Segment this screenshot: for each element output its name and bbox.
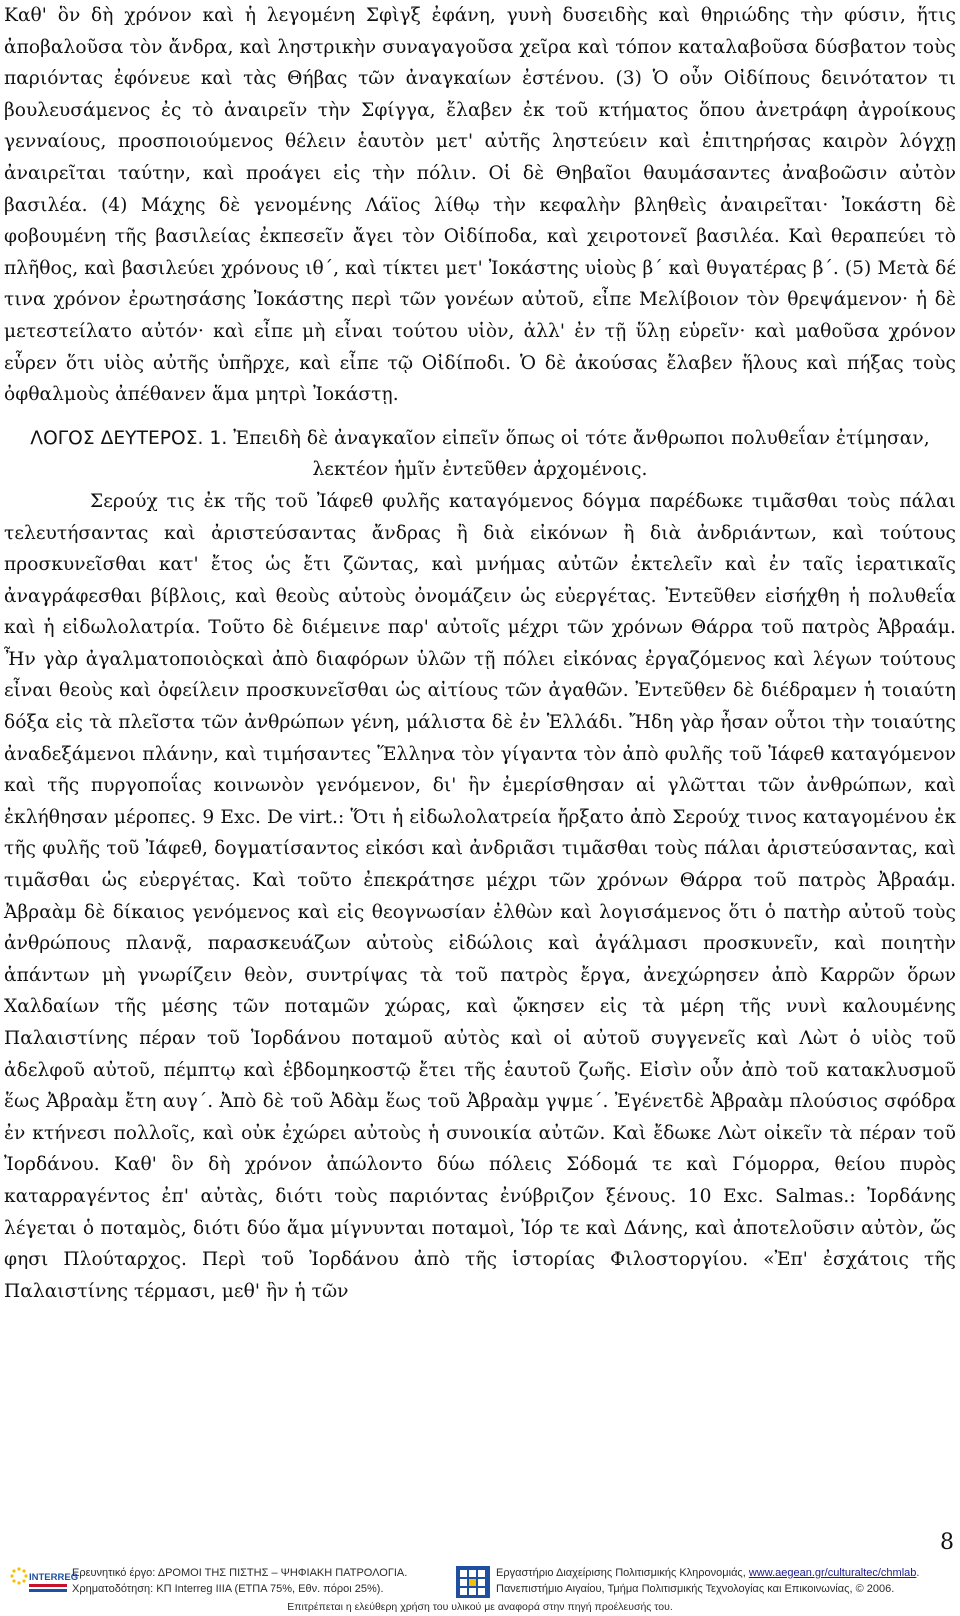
section-title: Ἐπειδὴ δὲ ἀναγκαῖον εἰπεῖν ὅπως οἱ τότε ἄνθρωποι πολυθεΐαν ἐτίμησαν, λεκτέον ἡμῖν ἐντεῦθεν ἀρχομένοις. <box>233 427 930 481</box>
interreg-logo <box>8 1565 79 1599</box>
university-logo <box>455 1565 491 1599</box>
page-number: 8 <box>940 1530 954 1555</box>
document-body <box>4 0 956 1307</box>
paragraph-oedipus: Καθ' ὃν δὴ χρόνον καὶ ἡ λεγομένη Σφὶγξ ἐφάνη, γυνὴ δυσειδὴς καὶ θηριώδης τὴν φύσιν, ἥτις ἀποβαλοῦσα τὸν ἄνδρα, καὶ ληστρικὴν συναγαγοῦσα χεῖρα καὶ τόπον καταλαβοῦσα δύσβατον τοὺς παριόντας ἐφόνευε καὶ τὰς Θήβας τῶν ἀναγκαίων ἐστένου. (3) Ὁ οὖν Οἰδίπους δεινότατον τι βουλευσάμενος ἐς τὸ ἀναιρεῖν τὴν Σφίγγα, ἔλαβεν ἐκ τοῦ κτήματος ὅπου ἀνετράφη ἀγροίκους γενναίους, προσποιούμενος θέλειν ἑαυτὸν μετ' αὐτῆς ληστεύειν καὶ ἐπιτηρήσας καιρὸν λόγχῃ ἀναιρεῖται ταύτην, καὶ προάγει εἰς τὴν πόλιν. Οἱ δὲ Θηβαῖοι θαυμάσαντες ἀναβοῶσιν αὐτὸν βασιλέα. (4) Μάχης δὲ γενομένης Λάϊος λίθῳ τὴν κεφαλὴν βληθεὶς ἀναιρεῖται· Ἰοκάστη δὲ φοβουμένη τῆς βασιλείας ἐκπεσεῖν ἄγει τὸν Οἰδίποδα, καὶ χειροτονεῖ βασιλέα. Καὶ θεραπεύει τὸ πλῆθος, καὶ βασιλεύει χρόνους ιθ´, καὶ τίκτει μετ' Ἰοκάστης υἱοὺς β´ καὶ θυγατέρας β´. (5) Μετὰ δέ τινα χρόνον ἐρωτησάσης Ἰοκάστης περὶ τῶν γονέων αὐτοῦ, εἶπε Μελίβοιον τὸν θρεψάμενον· ἡ δὲ μετεστείλατο αὐτόν· καὶ εἶπε μὴ εἶναι τούτου υἱὸν, ἀλλ' ἐν τῇ ὕλῃ εὑρεῖν· καὶ μαθοῦσα χρόνον εὗρεν ὅτι υἱὸς αὐτῆς ὑπῆρχε, καὶ εἶπε τῷ Οἰδίποδι. Ὁ δὲ ἀκούσας ἔλαβεν ἥλους καὶ πήξας τοὺς ὀφθαλμοὺς ἀπέθανεν ἅμα μητρὶ Ἰοκάστῃ. <box>4 5 956 406</box>
paragraph-idolatry: Σερούχ τις ἐκ τῆς τοῦ Ἰάφεθ φυλῆς καταγόμενος δόγμα παρέδωκε τιμᾶσθαι τοὺς πάλαι τελευτήσαντας καὶ ἀριστεύσαντας ἄνδρας ἢ διὰ εἰκόνων ἢ διὰ ἀνδριάντων, καὶ τούτους προσκυνεῖσθαι κατ' ἔτος ὡς ἔτι ζῶντας, καὶ μνήμας αὐτῶν ἐκτελεῖν καὶ ἐν ταῖς ἱερατικαῖς ἀναγράφεσθαι βίβλοις, καὶ θεοὺς αὐτοὺς ὀνομάζειν ὡς εὐεργέτας. Ἐντεῦθεν εἰσήχθη ἡ πολυθεΐα καὶ ἡ εἰδωλολατρία. Τοῦτο δὲ διέμεινε παρ' αὐτοῖς μέχρι τῶν χρόνων Θάρρα τοῦ πατρὸς Ἀβραάμ. Ἦν γὰρ ἀγαλματοποιὸςκαὶ ἀπὸ διαφόρων ὑλῶν τῇ πόλει εἰκόνας ἐργαζόμενος καὶ λέγων τούτους εἶναι θεοὺς καὶ ὀφείλειν προσκυνεῖσθαι ὡς αἰτίους τῶν ἀγαθῶν. Ἐντεῦθεν δὲ διέδραμεν ἡ τοιαύτη δόξα εἰς τὰ πλεῖστα τῶν ἀνθρώπων γένη, μάλιστα δὲ ἐν Ἑλλάδι. Ἤδη γὰρ ἦσαν οὗτοι τὴν τοιαύτης ἀναδεξάμενοι πλάνην, καὶ τιμήσαντες Ἕλληνα τὸν γίγαντα τὸν ἀπὸ φυλῆς τοῦ Ἰάφεθ καταγόμενον καὶ τῆς πυργοποΐας κοινωνὸν γενόμενον, δι' ἣν ἐμερίσθησαν αἱ γλῶτται τῶν ἀνθρώπων, καὶ ἐκλήθησαν μέροπες. 9 Exc. De virt.: Ὅτι ἡ εἰδωλολατρεία ἤρξατο ἀπὸ Σερούχ τινος καταγομένου ἐκ τῆς φυλῆς τοῦ Ἰάφεθ, δογματίσαντος εἰκόσι καὶ ἀνδριᾶσι τιμᾶσθαι τοὺς πάλαι ἀριστεύσαντας, καὶ τιμᾶσθαι ὡς εὐεργέτας. Καὶ τοῦτο ἐπεκράτησε μέχρι τῶν χρόνων Θάρρα τοῦ πατρὸς Ἀβραάμ. Ἀβραὰμ δὲ δίκαιος γενόμενος καὶ εἰς θεογνωσίαν ἐλθὼν καὶ λογισάμενος ὅτι ὁ πατὴρ αὐτοῦ τοὺς ἀνθρώπους πλανᾷ, παρασκευάζων αὐτοὺς εἰδώλοις καὶ ἀγάλμασι προσκυνεῖν, καὶ ποιητὴν ἁπάντων μὴ γνωρίζειν θεὸν, συντρίψας τὰ τοῦ πατρὸς ἔργα, ἀνεχώρησεν ἀπὸ Καρρῶν ὅρων Χαλδαίων τῆς μέσης τῶν ποταμῶν χώρας, καὶ ᾤκησεν εἰς τὰ μέρη τῆς νυνὶ καλουμένης Παλαιστίνης πέραν τοῦ Ἰορδάνου ποταμοῦ αὐτὸς καὶ οἱ αὐτοῦ συγγενεῖς καὶ Λὼτ ὁ υἱὸς τοῦ ἀδελφοῦ αὐτοῦ, πέμπτῳ καὶ ἑβδομηκοστῷ ἔτει τῆς ἑαυτοῦ ζωῆς. Εἰσὶν οὖν ἀπὸ τοῦ κατακλυσμοῦ ἕως Ἀβραὰμ ἔτη αυγ´. Ἀπὸ δὲ τοῦ Ἀδὰμ ἕως τοῦ Ἀβραὰμ γψμε´. Ἐγένετδὲ Ἀβραὰμ πλούσιος σφόδρα ἐν κτήνεσι πολλοῖς, καὶ οὐκ ἐχώρει αὐτοὺς ἡ συνοικία αὐτῶν. Καὶ ἔδωκε Λὼτ οἰκεῖν τὰ πέραν τοῦ Ἰορδάνου. Καθ' ὃν δὴ χρόνον ἀπώλοντο δύω πόλεις Σόδομά τε καὶ Γόμορρα, θείου πυρὸς καταρραγέντος ἐπ' αὐτὰς, διότι τοὺς παριόντας ἐνύβριζον ξένους. 10 Exc. Salmas.: Ἰορδάνης λέγεται ὁ ποταμὸς, διότι δύο ἅμα μίγνυνται ποταμοὶ, Ἰόρ τε καὶ Δάνης, καὶ ἀποτελοῦσιν αὐτὸν, ὥς φησι Πλούταρχος. Περὶ τοῦ Ἰορδάνου ἀπὸ τῆς ἱστορίας Φιλοστοργίου. «Ἐπ' ἐσχάτοις τῆς Παλαιστίνης τέρμασι, μεθ' ἣν ἡ τῶν <box>4 490 956 1302</box>
footer-lab-text: Εργαστήριο Διαχείρισης Πολιτισμικής Κληρονομιάς, <box>496 1567 749 1579</box>
section-heading <box>4 423 956 486</box>
section-lead: ΛΟΓΟΣ ΔΕΥΤΕΡΟΣ. 1. <box>30 427 228 449</box>
footer-department-line: Πανεπιστήμιο Αιγαίου, Τμήμα Πολιτισμικής Τεχνολογίας και Επικοινωνίας, © 2006. <box>496 1583 895 1595</box>
footer-lab-line <box>496 1567 919 1579</box>
interreg-logo-text: INTERREG <box>29 1572 79 1583</box>
footer-rights-line: Επιτρέπεται η ελεύθερη χρήση του υλικού με αναφορά στην πηγή προέλευσής του. <box>287 1601 673 1613</box>
footer-project-line: Ερευνητικό έργο: ΔΡΟΜΟΙ ΤΗΣ ΠΙΣΤΗΣ – ΨΗΦΙΑΚΗ ΠΑΤΡΟΛΟΓΙΑ. <box>72 1567 408 1579</box>
page-footer <box>0 1562 960 1616</box>
footer-lab-suffix: . <box>916 1567 920 1579</box>
footer-funding-line: Χρηματοδότηση: ΚΠ Interreg IIIA (ΕΤΠΑ 75%, Εθν. πόροι 25%). <box>72 1583 384 1595</box>
lab-website-link[interactable]: www.aegean.gr/culturaltec/chmlab <box>748 1567 917 1579</box>
